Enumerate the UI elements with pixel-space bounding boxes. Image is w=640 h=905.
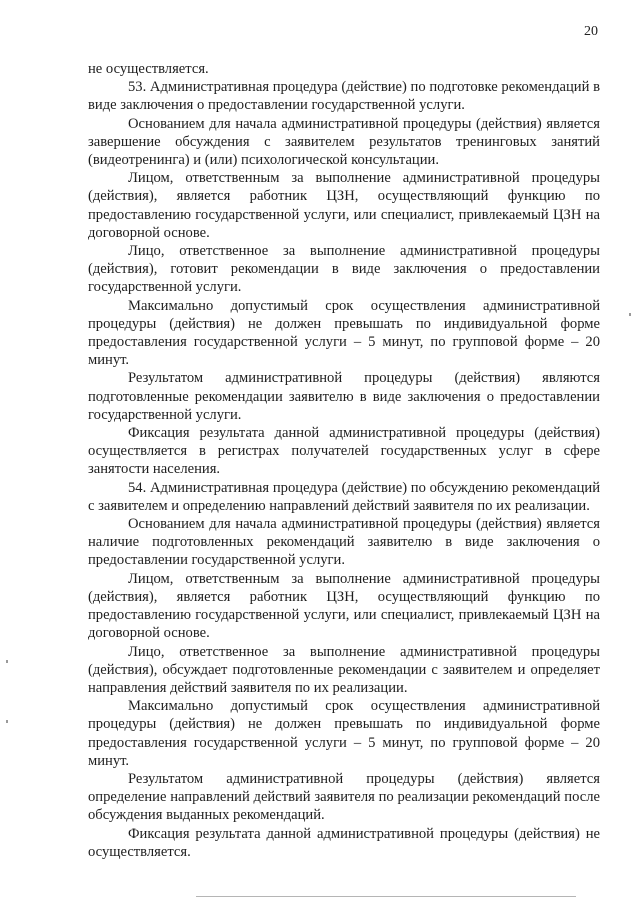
- paragraph-item-54-heading: 54. Административная процедура (действие) по обсуждению рекомендаций с заявителем и определению направлений действий заявителя по их реализации.: [88, 479, 600, 514]
- scan-mark-left: [6, 660, 8, 663]
- paragraph-fixation: Фиксация результата данной административной процедуры (действия) осуществляется в регистрах получателей государственных услуг в сфере занятости населения.: [88, 425, 600, 478]
- scan-mark-right: [629, 313, 631, 316]
- paragraph-basis: Основанием для начала административной процедуры (действия) является наличие подготовленных рекомендаций заявителю в виде заключения о предоставлении государственной услуги.: [88, 516, 600, 569]
- scan-mark-left: [6, 720, 8, 723]
- document-body: [88, 60, 600, 861]
- paragraph-responsible: Лицом, ответственным за выполнение административной процедуры (действия), является работник ЦЗН, осуществляющий функцию по предоставлению государственной услуги, или специалист, привлекаемый ЦЗН на договорной основе.: [88, 170, 600, 241]
- paragraph-responsible: Лицом, ответственным за выполнение административной процедуры (действия), является работник ЦЗН, осуществляющий функцию по предоставлению государственной услуги, или специалист, привлекаемый ЦЗН на договорной основе.: [88, 570, 600, 642]
- paragraph-action: Лицо, ответственное за выполнение административной процедуры (действия), готовит рекомендации в виде заключения о предоставлении государственной услуги.: [88, 243, 600, 296]
- paragraph-result: Результатом административной процедуры (действия) являются подготовленные рекомендации заявителю в виде заключения о предоставлении государственной услуги.: [88, 370, 600, 423]
- paragraph-action: Лицо, ответственное за выполнение административной процедуры (действия), обсуждает подготовленные рекомендации с заявителем и определяет направления действий заявителя по их реализации.: [88, 643, 600, 696]
- page-number: 20: [584, 24, 598, 39]
- paragraph-deadline: Максимально допустимый срок осуществления административной процедуры (действия) не должен превышать по индивидуальной форме предоставления государственной услуги – 5 минут, по групповой форме – 20 минут.: [88, 698, 600, 769]
- paragraph-basis: Основанием для начала административной процедуры (действия) является завершение обсуждения с заявителем результатов тренинговых занятий (видеотренинга) и (или) психологической консультации.: [88, 115, 600, 169]
- paragraph-fixation: Фиксация результата данной административной процедуры (действия) не осуществляется.: [88, 825, 600, 860]
- paragraph-deadline: Максимально допустимый срок осуществления административной процедуры (действия) не должен превышать по индивидуальной форме предоставления государственной услуги – 5 минут, по групповой форме – 20 минут.: [88, 297, 600, 369]
- paragraph-continuation: не осуществляется.: [88, 61, 209, 77]
- paragraph-result: Результатом административной процедуры (действия) является определение направлений действий заявителя по реализации рекомендаций после обсуждения выданных рекомендаций.: [88, 770, 600, 824]
- bottom-scan-line: [196, 896, 576, 897]
- paragraph-item-53-heading: 53. Административная процедура (действие) по подготовке рекомендаций в виде заключения о предоставлении государственной услуги.: [88, 79, 600, 114]
